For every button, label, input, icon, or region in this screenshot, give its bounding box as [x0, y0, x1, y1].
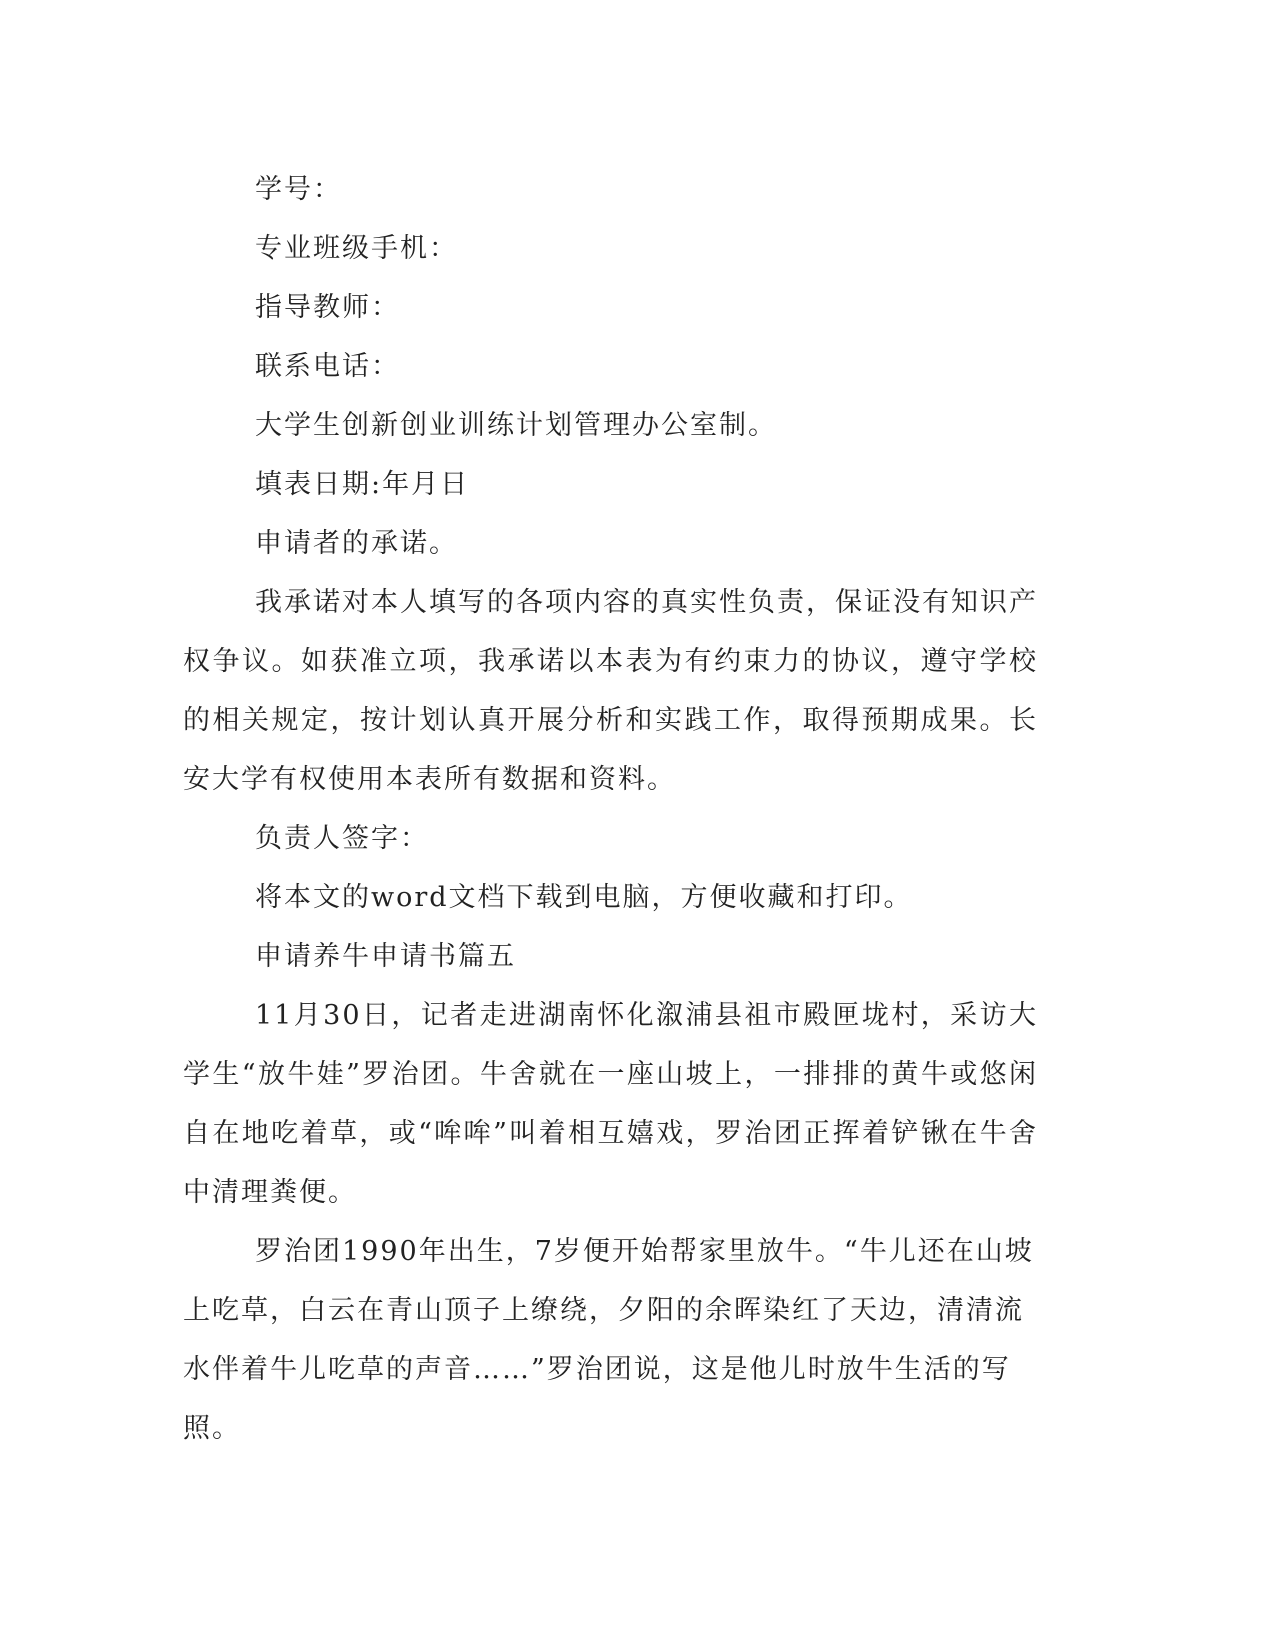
- section-heading: 申请养牛申请书篇五: [255, 941, 516, 972]
- issuing-office-line: 大学生创新创业训练计划管理办公室制。: [255, 410, 777, 441]
- applicant-pledge-heading: 申请者的承诺。: [255, 528, 458, 559]
- contact-phone-field-label: 联系电话：: [255, 351, 400, 382]
- fill-date-line: 填表日期:年月日: [255, 469, 470, 500]
- advisor-field-label: 指导教师：: [255, 292, 400, 323]
- major-class-phone-field-label: 专业班级手机：: [255, 233, 458, 264]
- download-note: 将本文的word文档下载到电脑，方便收藏和打印。: [255, 882, 913, 913]
- signature-field-label: 负责人签字：: [255, 823, 429, 854]
- body-paragraph: 11月30日，记者走进湖南怀化溆浦县祖市殿匣垅村，采访大学生“放牛娃”罗治团。牛舍就在一座山坡上，一排排的黄牛或悠闲自在地吃着草，或“哞哞”叫着相互嬉戏，罗治团正挥着铲锹在牛舍中清理粪便。: [183, 1000, 1038, 1208]
- applicant-pledge-paragraph: 我承诺对本人填写的各项内容的真实性负责，保证没有知识产权争议。如获准立项，我承诺以本表为有约束力的协议，遵守学校的相关规定，按计划认真开展分析和实践工作，取得预期成果。长安大学有权使用本表所有数据和资料。: [183, 587, 1038, 795]
- body-paragraph: 罗治团1990年出生，7岁便开始帮家里放牛。“牛儿还在山坡上吃草，白云在青山顶子上缭绕，夕阳的余晖染红了天边，清清流水伴着牛儿吃草的声音……”罗治团说，这是他儿时放牛生活的写照。: [183, 1236, 1034, 1444]
- student-id-field-label: 学号：: [255, 174, 342, 205]
- document-body: [183, 160, 1038, 1458]
